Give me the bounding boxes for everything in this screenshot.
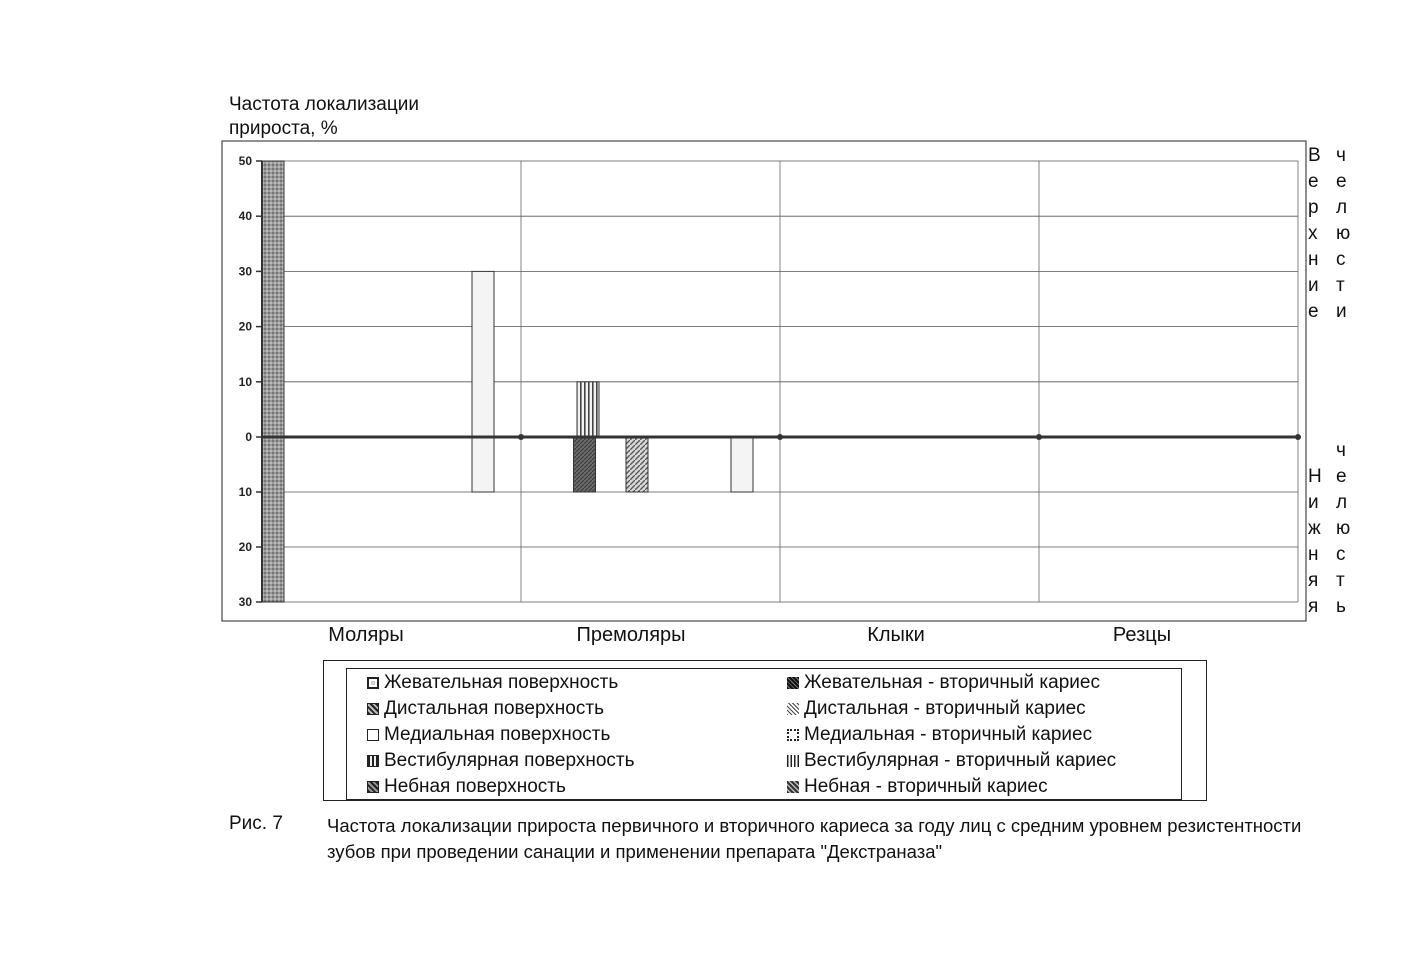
lower-right-char-2: л [1336,492,1348,513]
bar-upper-0-6 [577,382,599,437]
legend-swatch-left-3 [367,755,379,767]
legend-item-left-4 [367,774,566,800]
legend-swatch-right-1 [787,703,799,715]
lower-right-char-5: т [1336,570,1345,591]
upper-right-char-2: л [1336,197,1348,218]
lower-right-char-6: ь [1336,596,1346,617]
y-tick-label-5: 0 [245,430,252,444]
category-label-canines: Клыки [867,624,925,646]
zero-marker-1 [518,434,524,440]
upper-jaw-label-right [1336,143,1350,325]
upper-right-char-3: ю [1336,223,1351,244]
upper-right-char-4: с [1336,249,1346,270]
upper-left-char-4: н [1308,249,1319,270]
bar-lower-1-4 [731,437,753,492]
legend-label-right-4: Небная - вторичный кариес [804,776,1048,797]
legend-label-left-2: Медиальная поверхность [384,724,611,745]
legend-label-right-0: Жевательная - вторичный кариес [804,672,1100,693]
legend-label-left-1: Дистальная поверхность [384,698,604,719]
legend-item-right-3 [787,748,1116,774]
bar-lower-0-4 [472,437,494,492]
figure-number: Рис. 7 [229,813,283,834]
legend [346,668,1182,800]
upper-left-char-1: е [1308,171,1319,192]
y-axis-title-line-1: Частота локализации [229,94,419,115]
legend-swatch-left-4 [367,781,379,793]
lower-left-char-4: я [1308,570,1319,591]
category-label-incisors: Резцы [1112,624,1172,646]
y-tick-label-6: 10 [238,485,252,499]
legend-label-left-4: Небная поверхность [384,776,566,797]
legend-item-right-0 [787,670,1100,696]
gridlines [262,161,1298,602]
legend-swatch-left-0 [367,677,379,689]
lower-left-char-5: я [1308,596,1319,617]
y-tick-label-1: 40 [238,209,252,224]
upper-left-char-3: х [1308,223,1318,244]
y-tick-label-2: 30 [238,264,252,279]
lower-jaw-label-left [1308,464,1322,620]
legend-label-left-3: Вестибулярная поверхность [384,750,635,771]
legend-item-right-4 [787,774,1048,800]
legend-item-right-1 [787,696,1086,722]
upper-left-char-6: е [1308,301,1319,322]
bar-lower-1-1 [574,437,596,492]
y-tick-label-3: 20 [238,319,252,334]
legend-item-left-3 [367,748,635,774]
lower-left-char-0: Н [1308,466,1322,487]
upper-left-char-2: р [1308,197,1319,218]
bar-upper-0-0 [262,161,284,437]
zero-marker-3 [1036,434,1042,440]
y-tick-label-8: 30 [238,595,252,609]
lower-right-char-0: ч [1336,440,1346,461]
legend-swatch-right-3 [787,755,799,767]
legend-item-left-2 [367,722,610,748]
bar-lower-1-2 [626,437,648,492]
lower-left-char-3: н [1308,544,1319,565]
y-axis-ticks [239,154,262,609]
lower-left-char-1: и [1308,492,1319,513]
y-tick-label-7: 20 [238,540,252,554]
upper-right-char-0: ч [1336,145,1346,166]
upper-left-char-5: и [1308,275,1319,296]
legend-label-left-0: Жевательная поверхность [384,672,619,693]
lower-right-char-4: с [1336,544,1346,565]
bar-upper-0-4 [472,271,494,437]
category-label-premolars: Премоляры [576,624,686,646]
legend-swatch-left-1 [367,703,379,715]
legend-swatch-right-0 [787,677,799,689]
y-tick-label-4: 10 [238,374,252,389]
y-tick-label-0: 50 [238,154,252,168]
legend-swatch-right-4 [787,781,799,793]
zero-marker-2 [777,434,783,440]
figure-caption: Частота локализации прироста первичного и вторичного кариеса за году лиц с средним уровнем резистентности зубов при проведении санации и применении препарата "Декстраназа" [327,815,1302,862]
category-label-molars: Моляры [328,624,404,646]
zero-marker-4 [1295,434,1301,440]
lower-jaw-label-right [1336,438,1350,620]
upper-right-char-5: т [1336,275,1345,296]
plot-frame [222,141,1306,621]
lower-left-char-2: ж [1308,518,1321,539]
upper-right-char-6: и [1336,301,1347,322]
lower-right-char-1: е [1336,466,1347,487]
legend-label-right-1: Дистальная - вторичный кариес [804,698,1086,719]
bar-lower-0-0 [262,437,284,602]
upper-right-char-1: е [1336,171,1347,192]
legend-swatch-right-2 [787,729,799,741]
legend-item-right-2 [787,722,1092,748]
legend-item-left-1 [367,696,604,722]
lower-right-char-3: ю [1336,518,1351,539]
upper-left-char-0: В [1308,145,1321,166]
legend-label-right-2: Медиальная - вторичный кариес [804,724,1093,745]
legend-swatch-left-2 [367,729,379,741]
legend-item-left-0 [367,670,618,696]
upper-jaw-label-left [1308,143,1321,325]
legend-label-right-3: Вестибулярная - вторичный кариес [804,750,1117,771]
y-axis-title-line-2: прироста, % [229,118,338,139]
